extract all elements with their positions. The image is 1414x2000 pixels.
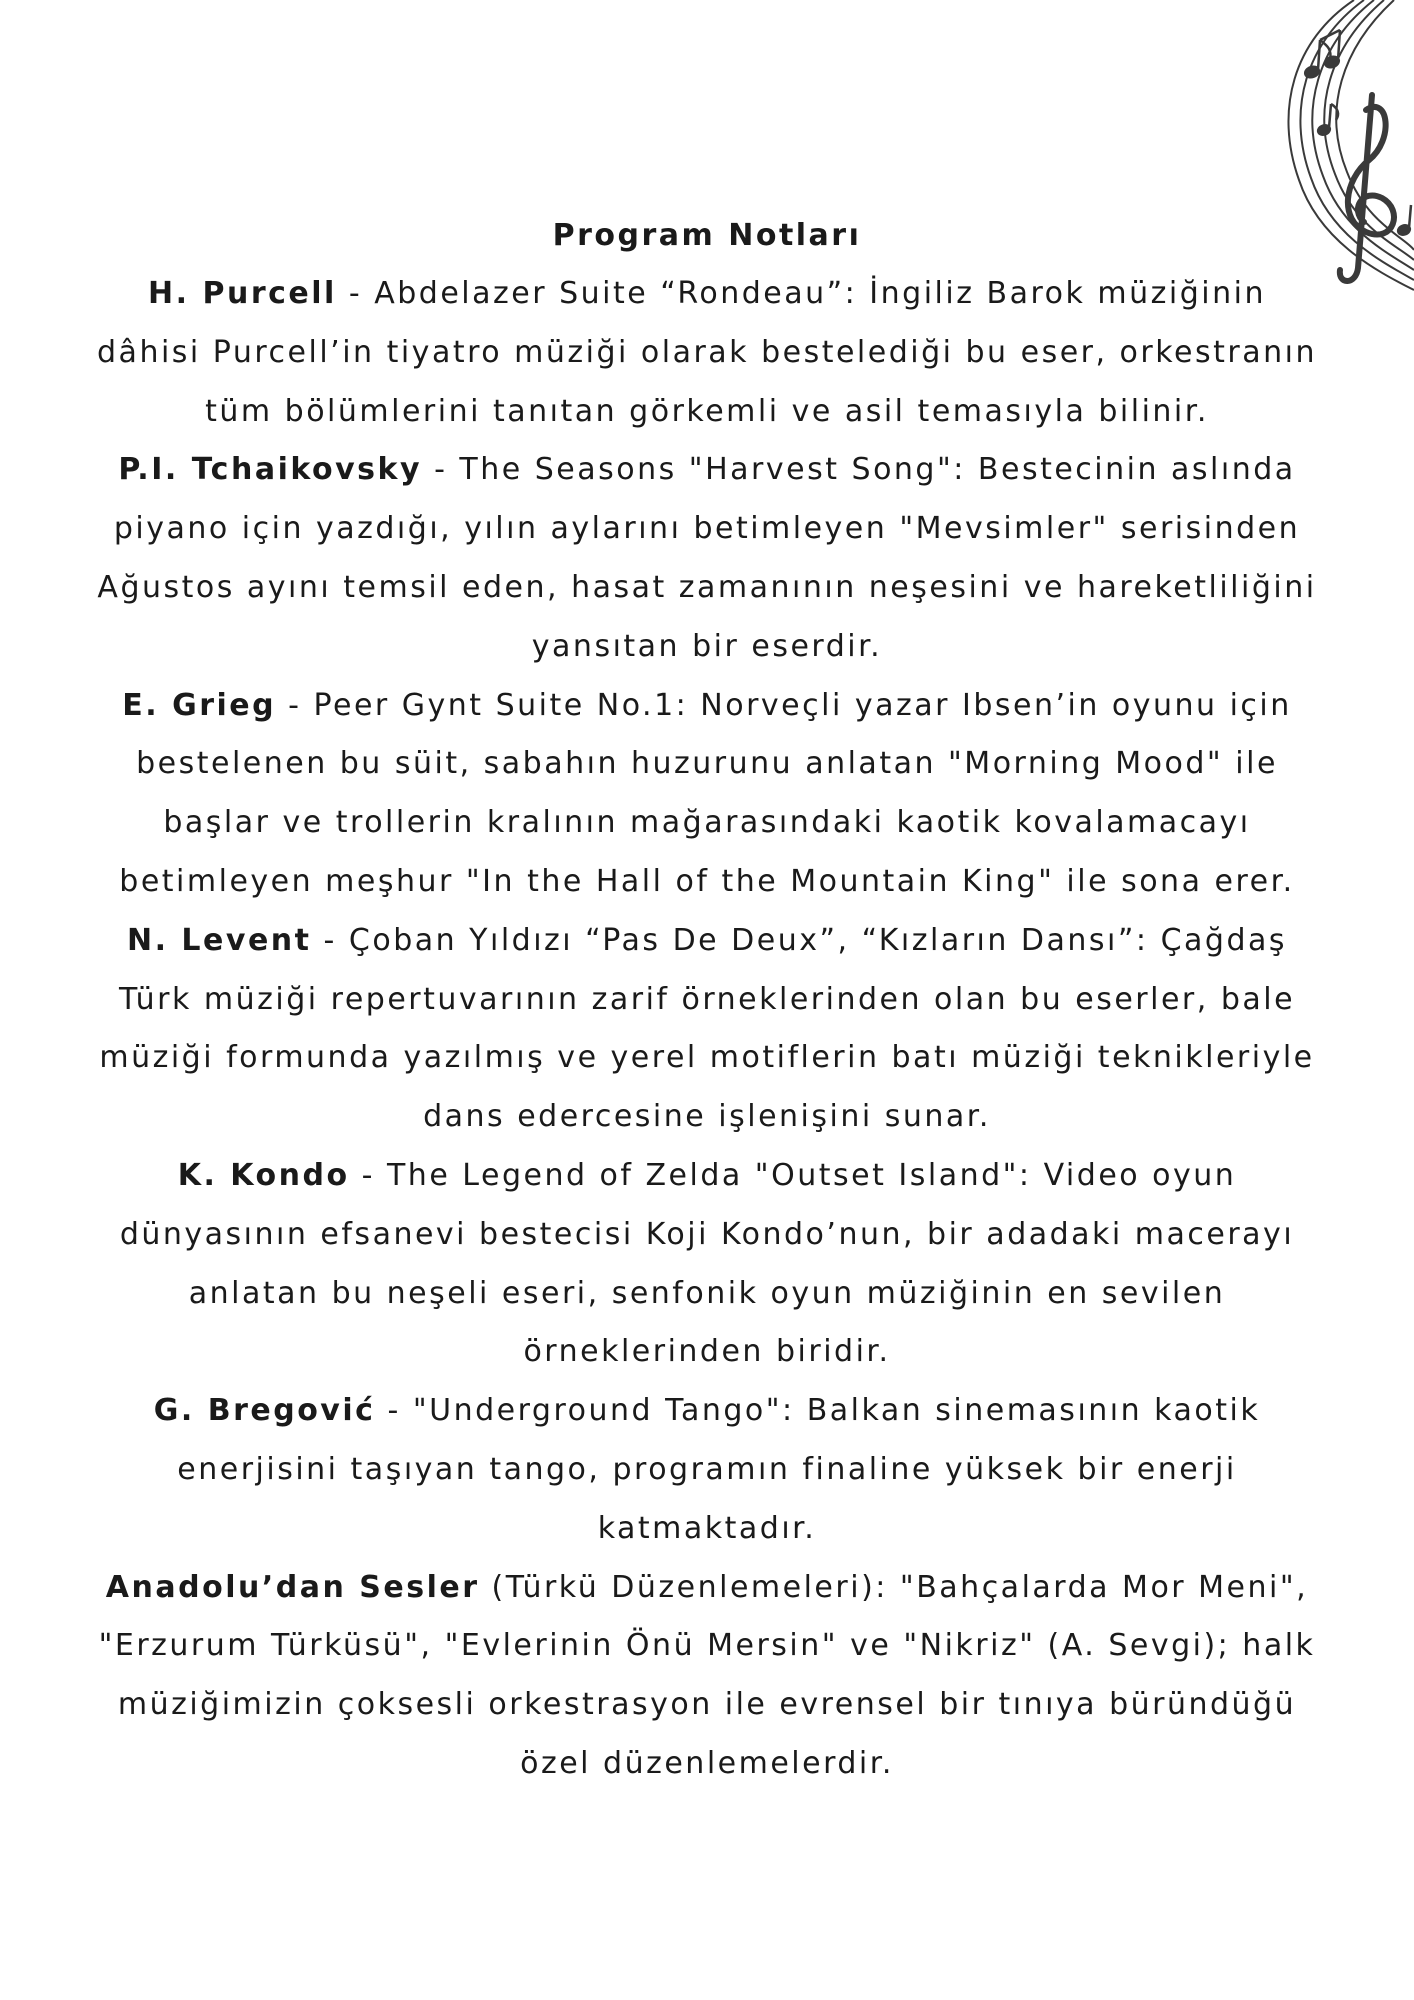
note-tchaikovsky (95, 441, 1319, 676)
note-kondo (95, 1147, 1319, 1382)
composer-name: P.I. Tchaikovsky (118, 452, 423, 488)
note-grieg (95, 677, 1319, 912)
note-text: - Peer Gynt Suite No.1: Norveçli yazar Ibsen’in oyunu için bestelenen bu süit, sabahın huzurunu anlatan "Morning Mood" ile başlar ve trollerin kralının mağarasındaki kaotik kovalamacayı betimleyen meşhur "In the Hall of the Mountain King" ile sona erer. (119, 687, 1295, 899)
composer-name: N. Levent (126, 922, 312, 958)
note-text: - "Underground Tango": Balkan sinemasının kaotik enerjisini taşıyan tango, programın finaline yüksek bir enerji katmaktadır. (177, 1393, 1261, 1546)
note-text: - Abdelazer Suite “Rondeau”: İngiliz Barok müziğinin dâhisi Purcell’in tiyatro müziği olarak bestelediği bu eser, orkestranın tüm bölümlerini tanıtan görkemli ve asil temasıyla bilinir. (97, 276, 1317, 429)
note-text: - The Legend of Zelda "Outset Island": Video oyun dünyasının efsanevi bestecisi Koji Kondo’nun, bir adadaki macerayı anlatan bu neşeli eseri, senfonik oyun müziğinin en sevilen örneklerinden biridir. (119, 1157, 1295, 1370)
note-text: - The Seasons "Harvest Song": Bestecinin aslında piyano için yazdığı, yılın aylarını betimleyen "Mevsimler" serisinden Ağustos ayını temsil eden, hasat zamanının neşesini ve hareketliliğini yansıtan bir eserdir. (97, 452, 1317, 664)
note-bregovic (95, 1382, 1319, 1558)
composer-name: Anadolu’dan Sesler (105, 1569, 480, 1605)
note-text: - Çoban Yıldızı “Pas De Deux”, “Kızların Dansı”: Çağdaş Türk müziği repertuvarının zarif örneklerinden olan bu eserler, bale müziği formunda yazılmış ve yerel motiflerin batı müziği teknikleriyle dans edercesine işlenişini sunar. (99, 922, 1315, 1135)
note-purcell (95, 265, 1319, 441)
composer-name: K. Kondo (177, 1157, 350, 1193)
note-text: (Türkü Düzenlemeleri): "Bahçalarda Mor Meni", "Erzurum Türküsü", "Evlerinin Önü Mersin" ve "Nikriz" (A. Sevgi); halk müziğimizin çoksesli orkestrasyon ile evrensel bir tınıya büründüğü özel düzenlemelerdir. (98, 1569, 1316, 1781)
note-levent (95, 912, 1319, 1147)
composer-name: E. Grieg (122, 687, 277, 723)
page-title: Program Notları (552, 218, 862, 253)
program-notes (95, 206, 1319, 1794)
composer-name: G. Bregović (153, 1393, 376, 1429)
composer-name: H. Purcell (148, 276, 337, 311)
note-anadolu (95, 1559, 1319, 1794)
